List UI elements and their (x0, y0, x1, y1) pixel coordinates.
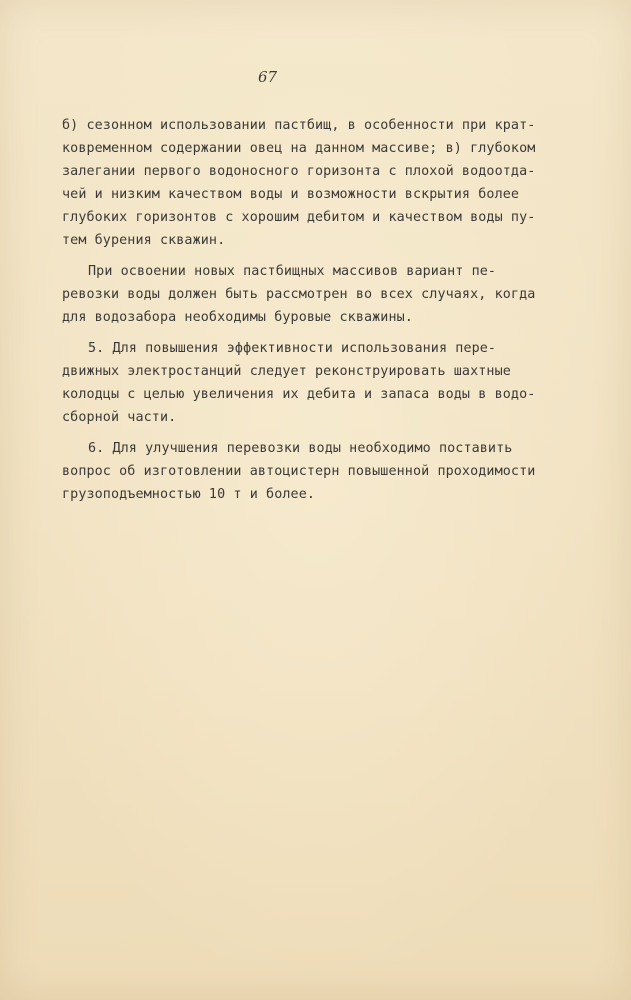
text-line: б) сезонном использовании пастбищ, в особенности при крат- (62, 118, 536, 133)
paragraph-b (62, 114, 542, 252)
text-line: чей и низким качеством воды и возможности вскрытия более (62, 187, 520, 202)
text-line: движных электростанций следует реконструировать шахтные (62, 364, 511, 379)
text-line: тем бурения скважин. (62, 233, 226, 248)
text-line: глубоких горизонтов с хорошим дебитом и качеством воды пу- (62, 210, 536, 225)
text-line: для водозабора необходимы буровые скважины. (62, 310, 413, 325)
text-line: вопрос об изготовлении автоцистерн повышенной проходимости (62, 464, 536, 479)
paragraph-item-5 (62, 337, 542, 429)
paragraph-transport (62, 260, 542, 329)
text-line: 6. Для улучшения перевозки воды необходимо поставить (88, 441, 513, 456)
page-number: 67 (258, 68, 278, 86)
text-line: 5. Для повышения эффективности использования пере- (88, 341, 497, 356)
text-line: грузоподъемностью 10 т и более. (62, 487, 316, 502)
text-line: При освоении новых пастбищных массивов вариант пе- (88, 264, 497, 279)
paragraph-item-6 (62, 437, 542, 506)
text-line: колодцы с целью увеличения их дебита и запаса воды в водо- (62, 387, 536, 402)
text-line: ревозки воды должен быть рассмотрен во всех случаях, когда (62, 287, 536, 302)
text-line: ковременном содержании овец на данном массиве; в) глубоком (62, 141, 536, 156)
text-line: сборной части. (62, 410, 177, 425)
document-body (62, 114, 542, 506)
text-line: залегании первого водоносного горизонта с плохой водоотда- (62, 164, 536, 179)
